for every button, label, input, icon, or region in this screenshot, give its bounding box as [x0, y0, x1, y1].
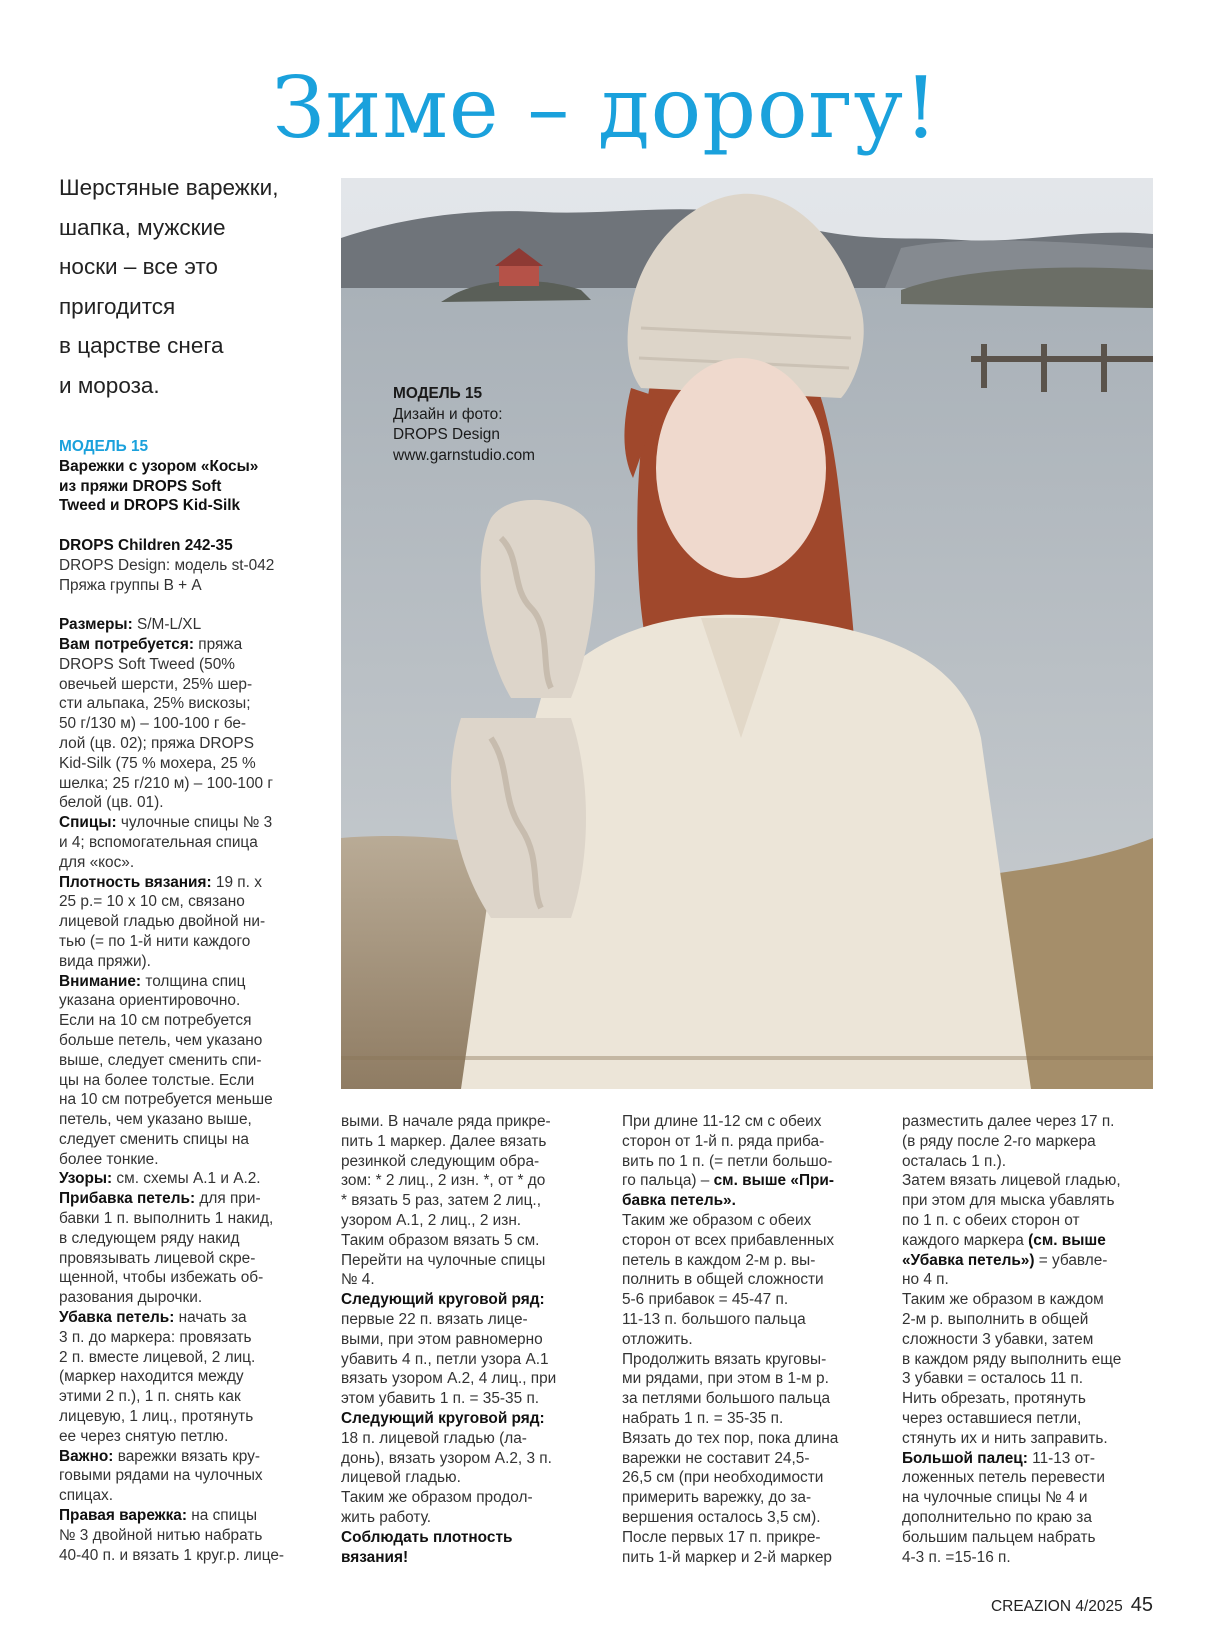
- text-line: [59, 793, 321, 813]
- bold-term: Спицы:: [59, 814, 117, 832]
- text-run: 11-13 от-: [1027, 1449, 1096, 1467]
- text-line: [341, 1409, 606, 1429]
- bold-term: (см. выше: [1028, 1231, 1106, 1249]
- text-line: [59, 477, 321, 497]
- text-line: [59, 675, 321, 695]
- text-line: [59, 813, 321, 833]
- text-line: [622, 1290, 887, 1310]
- text-run: узором А.1, 2 лиц., 2 изн.: [341, 1211, 522, 1229]
- text-line: [622, 1191, 887, 1211]
- text-line: [59, 1348, 321, 1368]
- bold-term: Узоры:: [59, 1170, 113, 1188]
- page-number: 45: [1130, 1594, 1153, 1616]
- text-line: [902, 1231, 1167, 1251]
- text-run: (маркер находится между: [59, 1368, 244, 1386]
- text-line: [59, 576, 321, 596]
- bold-term: Соблюдать плотность: [341, 1528, 513, 1546]
- text-column-1: [59, 437, 321, 1565]
- text-line: [59, 516, 321, 536]
- text-run: шелка; 25 г/210 м) – 100-100 г: [59, 774, 273, 792]
- text-run: цы на более толстые. Если: [59, 1071, 255, 1089]
- text-run: выми, при этом равномерно: [341, 1330, 543, 1348]
- text-run: на 10 см потребуется меньше: [59, 1091, 273, 1109]
- text-line: [622, 1171, 887, 1191]
- text-run: этом убавить 1 п. = 35-35 п.: [341, 1390, 540, 1408]
- text-line: [902, 1310, 1167, 1330]
- text-run: см. схемы А.1 и А.2.: [112, 1170, 261, 1188]
- text-line: [59, 1506, 321, 1526]
- text-line: [59, 853, 321, 873]
- caption-line: www.garnstudio.com: [393, 446, 535, 464]
- text-run: Продолжить вязать круговы-: [622, 1350, 827, 1368]
- text-line: [59, 1011, 321, 1031]
- text-line: [902, 1548, 1167, 1568]
- text-run: набрать 1 п. = 35-35 п.: [622, 1409, 784, 1427]
- text-line: [59, 952, 321, 972]
- text-run: петель, чем указано выше,: [59, 1111, 252, 1129]
- text-line: [902, 1152, 1167, 1172]
- text-line: [902, 1330, 1167, 1350]
- text-line: [59, 833, 321, 853]
- text-line: [902, 1409, 1167, 1429]
- text-run: сложности 3 убавки, затем: [902, 1330, 1094, 1348]
- text-run: 4-3 п. =15-16 п.: [902, 1548, 1011, 1566]
- text-line: [902, 1508, 1167, 1528]
- text-run: Вязать до тех пор, пока длина: [622, 1429, 839, 1447]
- intro-line: Шерстяные варежки,: [59, 175, 279, 200]
- text-run: сторон от 1-й п. ряда приба-: [622, 1132, 825, 1150]
- text-line: [622, 1528, 887, 1548]
- bold-term: бавка петель».: [622, 1192, 736, 1210]
- bold-term: Плотность вязания:: [59, 873, 212, 891]
- text-line: [341, 1429, 606, 1449]
- magazine-issue: CREAZION 4/2025: [990, 1598, 1123, 1615]
- text-line: [902, 1528, 1167, 1548]
- text-line: [902, 1449, 1167, 1469]
- text-line: [59, 615, 321, 635]
- bold-term: Прибавка петель:: [59, 1190, 196, 1208]
- text-line: [902, 1171, 1167, 1191]
- text-run: вить по 1 п. (= петли большо-: [622, 1152, 833, 1170]
- text-line: [341, 1251, 606, 1271]
- text-line: [59, 754, 321, 774]
- text-line: [59, 1090, 321, 1110]
- text-run: * вязать 5 раз, затем 2 лиц.,: [341, 1192, 541, 1210]
- text-run: за петлями большого пальца: [622, 1390, 831, 1408]
- text-line: [59, 1546, 321, 1566]
- text-run: бавки 1 п. выполнить 1 накид,: [59, 1210, 274, 1228]
- text-run: 2-м р. выполнить в общей: [902, 1310, 1089, 1328]
- text-run: пить 1-й маркер и 2-й маркер: [622, 1548, 832, 1566]
- text-line: [59, 1407, 321, 1427]
- text-run: ее через снятую петлю.: [59, 1427, 229, 1445]
- bold-term: Внимание:: [59, 972, 142, 990]
- text-run: более тонкие.: [59, 1150, 159, 1168]
- text-run: спицах.: [59, 1487, 113, 1505]
- text-run: убавить 4 п., петли узора А.1: [341, 1350, 549, 1368]
- text-line: [59, 1486, 321, 1506]
- text-line: [59, 1150, 321, 1170]
- text-run: № 3 двойной нитью набрать: [59, 1526, 263, 1544]
- text-line: [341, 1310, 606, 1330]
- text-run: лой (цв. 02); пряжа DROPS: [59, 734, 254, 752]
- text-line: [59, 536, 321, 556]
- text-run: осталась 1 п.).: [902, 1152, 1007, 1170]
- text-line: [59, 892, 321, 912]
- text-line: [902, 1191, 1167, 1211]
- text-line: [622, 1251, 887, 1271]
- text-line: [59, 1249, 321, 1269]
- bold-term: DROPS Children 242-35: [59, 536, 233, 554]
- text-column-4: [902, 1112, 1167, 1567]
- text-line: [902, 1429, 1167, 1449]
- text-run: 2 п. вместе лицевой, 2 лиц.: [59, 1348, 256, 1366]
- text-line: [341, 1488, 606, 1508]
- text-line: [622, 1350, 887, 1370]
- bold-term: Убавка петель:: [59, 1309, 175, 1327]
- intro-line: шапка, мужские: [59, 214, 226, 240]
- bold-term: из пряжи DROPS Soft: [59, 477, 222, 495]
- text-run: = убавле-: [1034, 1251, 1108, 1269]
- text-line: [622, 1270, 887, 1290]
- text-run: Таким образом вязать 5 см.: [341, 1231, 540, 1249]
- text-line: [622, 1429, 887, 1449]
- text-run: резинкой следующим обра-: [341, 1152, 540, 1170]
- text-line: [59, 1031, 321, 1051]
- text-run: 11-13 п. большого пальца: [622, 1310, 806, 1328]
- text-line: [59, 734, 321, 754]
- text-run: Если на 10 см потребуется: [59, 1012, 252, 1030]
- text-run: Затем вязать лицевой гладью,: [902, 1172, 1121, 1190]
- text-run: После первых 17 п. прикре-: [622, 1528, 821, 1546]
- text-line: [341, 1270, 606, 1290]
- text-line: [341, 1152, 606, 1172]
- text-line: [622, 1488, 887, 1508]
- text-run: S/M-L/XL: [132, 616, 202, 634]
- text-run: № 4.: [341, 1271, 375, 1289]
- text-column-3: [622, 1112, 887, 1567]
- bold-term: «Убавка петель»): [902, 1251, 1035, 1269]
- text-run: ложенных петель перевести: [902, 1469, 1105, 1487]
- text-line: [341, 1171, 606, 1191]
- text-line: [341, 1389, 606, 1409]
- intro-line: в царстве снега: [59, 333, 224, 358]
- text-line: [59, 714, 321, 734]
- text-column-2: [341, 1112, 606, 1567]
- text-line: [622, 1211, 887, 1231]
- text-line: [59, 1387, 321, 1407]
- bold-term: Варежки с узором «Косы»: [59, 457, 259, 475]
- text-run: пить 1 маркер. Далее вязать: [341, 1132, 547, 1150]
- text-line: [622, 1112, 887, 1132]
- text-run: для «кос».: [59, 853, 135, 871]
- text-line: [59, 1427, 321, 1447]
- text-line: [341, 1231, 606, 1251]
- photo-illustration: [341, 178, 1153, 1089]
- text-line: [622, 1409, 887, 1429]
- text-line: [902, 1270, 1167, 1290]
- text-run: при этом для мыска убавлять: [902, 1192, 1115, 1210]
- intro-line: пригодится: [59, 293, 176, 319]
- text-run: на чулочные спицы № 4 и: [902, 1489, 1088, 1507]
- text-run: через оставшиеся петли,: [902, 1409, 1082, 1427]
- text-line: [59, 1110, 321, 1130]
- text-line: [622, 1369, 887, 1389]
- text-run: лицевой гладью двойной ни-: [59, 913, 266, 931]
- text-run: го пальца) –: [622, 1172, 714, 1190]
- text-run: ми рядами, при этом в 1-м р.: [622, 1370, 829, 1388]
- text-run: отложить.: [622, 1330, 693, 1348]
- text-run: 3 п. до маркера: провязать: [59, 1328, 252, 1346]
- text-run: донь), вязать узором А.2, 3 п.: [341, 1449, 552, 1467]
- intro-line: и мороза.: [59, 372, 160, 398]
- text-line: [622, 1468, 887, 1488]
- text-run: варежки вязать кру-: [113, 1447, 261, 1465]
- bold-term: Правая варежка:: [59, 1507, 187, 1525]
- text-line: [59, 1169, 321, 1189]
- text-run: вязать узором А.2, 4 лиц., при: [341, 1370, 557, 1388]
- text-line: [341, 1350, 606, 1370]
- bold-term: Важно:: [59, 1447, 114, 1465]
- text-line: [59, 1071, 321, 1091]
- text-run: Нить обрезать, протянуть: [902, 1390, 1086, 1408]
- intro-text: [59, 168, 324, 405]
- text-line: [622, 1310, 887, 1330]
- text-line: [622, 1389, 887, 1409]
- text-line: [902, 1468, 1167, 1488]
- text-line: [59, 991, 321, 1011]
- text-run: Пряжа группы В + А: [59, 576, 202, 594]
- text-run: 18 п. лицевой гладью (ла-: [341, 1429, 527, 1447]
- text-line: [59, 1288, 321, 1308]
- text-line: [59, 595, 321, 615]
- bold-term: вязания!: [341, 1548, 409, 1566]
- text-run: При длине 11-12 см с обеих: [622, 1113, 822, 1130]
- bold-term: Следующий круговой ряд:: [341, 1291, 545, 1309]
- text-run: примерить варежку, до за-: [622, 1489, 812, 1507]
- text-run: выми. В начале ряда прикре-: [341, 1113, 551, 1130]
- caption-line: DROPS Design: [393, 426, 500, 443]
- text-line: [59, 912, 321, 932]
- text-run: вершения осталось 3,5 см).: [622, 1508, 821, 1526]
- text-run: большим пальцем набрать: [902, 1528, 1096, 1546]
- text-run: варежки не составит 24,5-: [622, 1449, 810, 1467]
- text-run: 40-40 п. и вязать 1 круг.р. лице-: [59, 1546, 285, 1564]
- text-line: [59, 556, 321, 576]
- text-run: по 1 п. с обеих сторон от: [902, 1211, 1080, 1229]
- text-line: [902, 1290, 1167, 1310]
- text-run: выше, следует сменить спи-: [59, 1051, 262, 1069]
- bold-term: Размеры:: [59, 616, 133, 634]
- text-run: 5-6 прибавок = 45-47 п.: [622, 1291, 789, 1309]
- text-line: [59, 437, 321, 457]
- bold-term: Tweed и DROPS Kid-Silk: [59, 497, 241, 515]
- intro-line: носки – все это: [59, 254, 218, 279]
- text-line: [622, 1449, 887, 1469]
- text-run: 19 п. х: [211, 873, 262, 891]
- text-run: тью (= по 1-й нити каждого: [59, 932, 251, 950]
- caption-line: Дизайн и фото:: [393, 405, 503, 423]
- text-run: (в ряду после 2-го маркера: [902, 1132, 1096, 1150]
- text-run: Перейти на чулочные спицы: [341, 1251, 546, 1269]
- text-line: [341, 1290, 606, 1310]
- text-run: начать за: [174, 1309, 247, 1327]
- model-photo: [341, 178, 1153, 1089]
- text-line: [59, 932, 321, 952]
- text-line: [59, 1447, 321, 1467]
- text-line: [902, 1211, 1167, 1231]
- text-line: [622, 1231, 887, 1251]
- text-line: [59, 1189, 321, 1209]
- bold-term: Большой палец:: [902, 1449, 1028, 1467]
- text-line: [59, 655, 321, 675]
- text-line: [59, 1308, 321, 1328]
- text-line: [902, 1132, 1167, 1152]
- text-line: [622, 1330, 887, 1350]
- text-line: [59, 1268, 321, 1288]
- page-footer: [991, 1594, 1153, 1617]
- caption-title: МОДЕЛЬ 15: [393, 385, 483, 402]
- text-run: овечьей шерсти, 25% шер-: [59, 675, 253, 693]
- text-run: петель в каждом 2-м р. вы-: [622, 1251, 816, 1269]
- text-run: Таким же образом продол-: [341, 1489, 533, 1507]
- text-line: [902, 1112, 1167, 1132]
- text-run: Таким же образом в каждом: [902, 1291, 1104, 1309]
- text-run: дополнительно по краю за: [902, 1508, 1092, 1526]
- text-line: [59, 1526, 321, 1546]
- text-line: [59, 774, 321, 794]
- text-line: [341, 1132, 606, 1152]
- text-run: пряжа: [193, 635, 243, 653]
- text-run: 50 г/130 м) – 100-100 г бе-: [59, 715, 247, 733]
- text-run: провязывать лицевой скре-: [59, 1249, 256, 1267]
- text-run: больше петель, чем указано: [59, 1031, 263, 1049]
- text-run: говыми рядами на чулочных: [59, 1467, 263, 1485]
- text-line: [59, 1328, 321, 1348]
- text-line: [902, 1389, 1167, 1409]
- text-line: [59, 972, 321, 992]
- text-line: [341, 1548, 606, 1568]
- model-heading: МОДЕЛЬ 15: [59, 438, 149, 455]
- text-run: 25 р.= 10 х 10 см, связано: [59, 893, 245, 911]
- text-run: толщина спиц: [141, 972, 246, 990]
- bold-term: Следующий круговой ряд:: [341, 1409, 545, 1427]
- text-run: но 4 п.: [902, 1271, 949, 1289]
- text-run: белой (цв. 01).: [59, 794, 164, 812]
- text-run: Kid-Silk (75 % мохера, 25 %: [59, 754, 256, 772]
- text-run: каждого маркера: [902, 1231, 1029, 1249]
- text-run: на спицы: [186, 1507, 258, 1525]
- text-line: [59, 1130, 321, 1150]
- text-line: [341, 1508, 606, 1528]
- text-run: DROPS Soft Tweed (50%: [59, 655, 235, 673]
- text-line: [902, 1369, 1167, 1389]
- text-run: сторон от всех прибавленных: [622, 1231, 835, 1249]
- text-line: [59, 1466, 321, 1486]
- text-run: и 4; вспомогательная спица: [59, 833, 258, 851]
- text-line: [341, 1211, 606, 1231]
- text-run: щенной, чтобы избежать об-: [59, 1269, 264, 1287]
- text-line: [341, 1449, 606, 1469]
- text-run: 26,5 см (при необходимости: [622, 1469, 824, 1487]
- text-run: жить работу.: [341, 1508, 432, 1526]
- text-run: следует сменить спицы на: [59, 1130, 249, 1148]
- text-line: [59, 635, 321, 655]
- text-run: вида пряжи).: [59, 952, 151, 970]
- text-run: первые 22 п. вязать лице-: [341, 1310, 528, 1328]
- text-line: [622, 1508, 887, 1528]
- text-line: [341, 1369, 606, 1389]
- text-run: лицевую, 1 лиц., протянуть: [59, 1408, 254, 1426]
- text-run: этими 2 п.), 1 п. снять как: [59, 1388, 241, 1406]
- text-run: разместить далее через 17 п.: [902, 1113, 1115, 1130]
- text-line: [622, 1152, 887, 1172]
- text-line: [341, 1330, 606, 1350]
- bold-term: Вам потребуется:: [59, 635, 194, 653]
- text-run: DROPS Design: модель st-042: [59, 556, 275, 574]
- text-run: разования дырочки.: [59, 1289, 203, 1307]
- text-run: полнить в общей сложности: [622, 1271, 824, 1289]
- text-line: [59, 1229, 321, 1249]
- text-line: [902, 1488, 1167, 1508]
- text-line: [902, 1350, 1167, 1370]
- text-run: в следующем ряду накид: [59, 1229, 240, 1247]
- text-run: лицевой гладью.: [341, 1469, 461, 1487]
- text-line: [59, 496, 321, 516]
- text-line: [341, 1112, 606, 1132]
- text-line: [622, 1132, 887, 1152]
- text-line: [59, 694, 321, 714]
- text-run: для при-: [195, 1190, 261, 1208]
- page-title: Зиме – дорогу!: [272, 59, 939, 157]
- text-line: [59, 1367, 321, 1387]
- text-line: [59, 457, 321, 477]
- text-line: [59, 1209, 321, 1229]
- text-line: [341, 1191, 606, 1211]
- photo-caption: [393, 384, 535, 466]
- text-line: [341, 1468, 606, 1488]
- text-run: указана ориентировочно.: [59, 992, 241, 1010]
- text-line: [59, 1051, 321, 1071]
- bold-term: см. выше «При-: [713, 1172, 834, 1190]
- text-line: [622, 1548, 887, 1568]
- text-run: чулочные спицы № 3: [116, 814, 273, 832]
- text-run: Таким же образом с обеих: [622, 1211, 812, 1229]
- text-run: стянуть их и нить заправить.: [902, 1429, 1108, 1447]
- text-line: [902, 1251, 1167, 1271]
- text-line: [59, 873, 321, 893]
- text-run: сти альпака, 25% вискозы;: [59, 695, 251, 713]
- text-run: в каждом ряду выполнить еще: [902, 1350, 1122, 1368]
- text-run: зом: * 2 лиц., 2 изн. *, от * до: [341, 1172, 546, 1190]
- text-run: 3 убавки = осталось 11 п.: [902, 1370, 1084, 1388]
- text-line: [341, 1528, 606, 1548]
